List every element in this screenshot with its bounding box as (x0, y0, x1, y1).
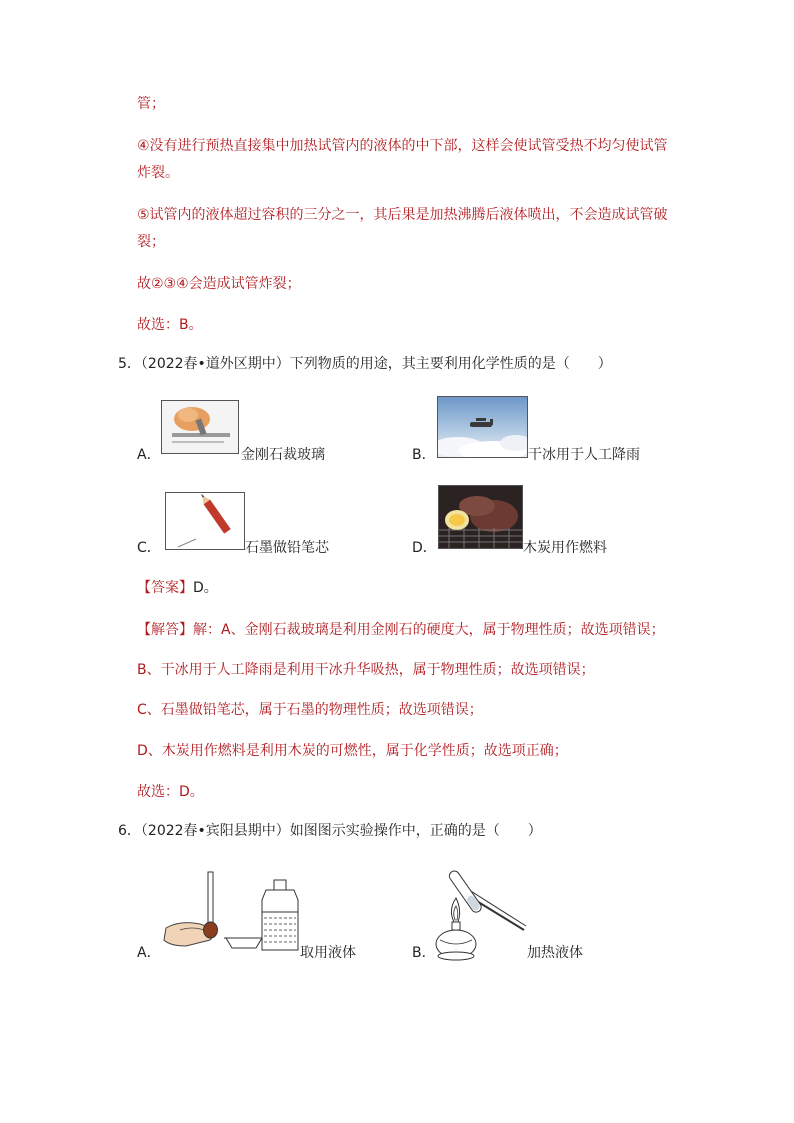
test-tube-lamp-image (432, 852, 532, 962)
q6-option-b-text: 加热液体 (527, 945, 583, 961)
explanation-line: ⑤试管内的液体超过容积的三分之一，其后果是加热沸腾后液体喷出，不会造成试管破 (137, 207, 668, 223)
analysis-line (137, 620, 665, 640)
option-b-letter: B． (412, 447, 436, 463)
explanation-line: 炸裂。 (137, 165, 179, 181)
answer-line (137, 578, 218, 598)
explanation-line: 裂； (137, 234, 165, 250)
question-6-stem: 6．（2022春•宾阳县期中）如图图示实验操作中，正确的是（ ） (118, 823, 542, 839)
explanation-line: 故选：B。 (137, 317, 203, 333)
option-a-text: 金刚石裁玻璃 (241, 447, 325, 463)
dropper-bottle-image (160, 868, 300, 960)
analysis-line: 故选：D。 (137, 784, 204, 800)
airplane-cloud-image (437, 396, 528, 458)
analysis-line: B、干冰用于人工降雨是利用干冰升华吸热，属于物理性质；故选项错误； (137, 662, 595, 678)
analysis-tag: 【解答】 (137, 622, 193, 638)
explanation-line: 故②③④会造成试管炸裂； (137, 276, 301, 292)
option-d-letter: D． (412, 540, 437, 556)
q6-option-a-letter: A． (137, 945, 161, 961)
diamond-glass-cutter-image (161, 400, 239, 454)
pencil-image (165, 492, 245, 550)
analysis-text: 解：A、金刚石裁玻璃是利用金刚石的硬度大，属于物理性质；故选项错误； (193, 622, 665, 638)
option-d-text: 木炭用作燃料 (523, 540, 607, 556)
analysis-line: C、石墨做铅笔芯，属于石墨的物理性质；故选项错误； (137, 702, 483, 718)
question-5-stem: 5．（2022春•道外区期中）下列物质的用途，其主要利用化学性质的是（ ） (118, 356, 612, 372)
option-c-text: 石墨做铅笔芯 (245, 540, 329, 556)
explanation-line: 管； (137, 96, 165, 112)
option-b-text: 干冰用于人工降雨 (528, 447, 640, 463)
analysis-line: D、木炭用作燃料是利用木炭的可燃性，属于化学性质；故选项正确； (137, 743, 568, 759)
answer-tag: 【答案】 (137, 580, 193, 596)
q6-option-a-text: 取用液体 (300, 945, 356, 961)
q6-option-b-letter: B． (412, 945, 436, 961)
charcoal-grill-image (438, 485, 523, 549)
option-c-letter: C． (137, 540, 161, 556)
option-a-letter: A． (137, 447, 161, 463)
explanation-line: ④没有进行预热直接集中加热试管内的液体的中下部，这样会使试管受热不均匀使试管 (137, 138, 668, 154)
answer-value: D。 (193, 580, 218, 596)
